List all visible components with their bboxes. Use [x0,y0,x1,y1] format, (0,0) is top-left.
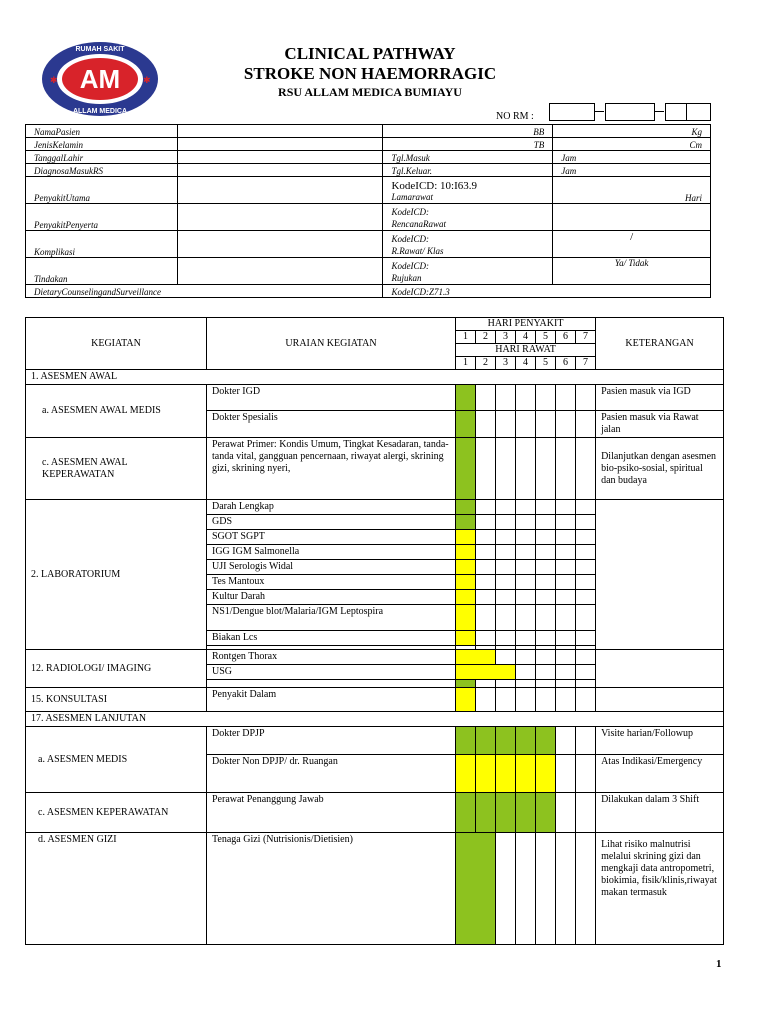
day-cell: 5 [536,331,556,344]
day-mark[interactable] [496,727,516,755]
day-mark[interactable] [576,631,596,646]
day-mark[interactable] [496,560,516,575]
ket-visite: Visite harian/Followup [596,727,724,755]
day-mark[interactable] [536,438,556,500]
day-mark[interactable] [556,688,576,712]
day-mark[interactable] [456,680,476,688]
header-uraian: URAIAN KEGIATAN [207,318,456,370]
day-mark[interactable] [556,833,576,945]
day-cell: 2 [476,331,496,344]
day-mark[interactable] [576,605,596,631]
day-mark[interactable] [496,833,516,945]
uraian-perawat-primer: Perawat Primer: Kondis Umum, Tingkat Kesadaran, tanda-tanda vital, gangguan pencernaan, riwayat alergi, skrining gizi, skrining nyeri, [207,438,456,500]
day-mark[interactable] [536,590,556,605]
day-cell: 4 [516,331,536,344]
day-mark[interactable] [496,755,516,793]
uraian-dokter-non-dpjp: Dokter Non DPJP/ dr. Ruangan [207,755,456,793]
ket-gizi: Lihat risiko malnutrisi melalui skrining gizi dan mengkaji data antropometri, biokimia, fisik/klinis,riwayat makan termasuk [596,833,724,945]
day-mark[interactable] [576,385,596,411]
rad-rontgen: Rontgen Thorax [207,650,456,665]
header-kegiatan: KEGIATAN [26,318,207,370]
day-mark[interactable] [536,605,556,631]
day-mark[interactable] [576,545,596,560]
logo-mid-text: AM [79,64,121,94]
day-mark[interactable] [476,385,496,411]
section-asesmen-lanjutan: 17. ASESMEN LANJUTAN [26,712,724,727]
no-rm-dash [594,111,604,112]
lab-item: Biakan Lcs [207,631,456,646]
label-kg: Kg [553,125,711,138]
day-mark[interactable] [576,530,596,545]
day-mark[interactable] [576,560,596,575]
day-cell: 3 [496,331,516,344]
day-mark[interactable] [516,605,536,631]
lab-item: Kultur Darah [207,590,456,605]
day-mark[interactable] [576,515,596,530]
day-mark[interactable] [516,575,536,590]
uraian-tenaga-gizi: Tenaga Gizi (Nutrisionis/Dietisien) [207,833,456,945]
day-mark[interactable] [516,515,536,530]
label-rujukan: Rujukan [391,273,422,283]
logo-bottom-text: ALLAM MEDICA [72,108,128,115]
day-mark[interactable] [516,755,536,793]
day-mark[interactable] [536,688,556,712]
day-mark[interactable] [476,605,496,631]
field-diagnosa[interactable] [177,164,383,177]
day-mark[interactable] [536,385,556,411]
day-mark[interactable] [496,530,516,545]
day-mark[interactable] [476,631,496,646]
day-mark[interactable] [576,590,596,605]
header-hari-rawat: HARI RAWAT [456,344,596,357]
day-mark[interactable] [496,411,516,438]
row-asesmen-gizi: d. ASESMEN GIZI [26,833,207,945]
day-mark[interactable] [556,560,576,575]
day-mark[interactable] [496,680,516,688]
day-mark[interactable] [556,605,576,631]
day-mark[interactable] [536,411,556,438]
day-mark[interactable] [556,793,576,833]
day-mark[interactable] [476,500,496,515]
day-mark[interactable] [516,680,536,688]
day-mark[interactable] [516,385,536,411]
field-jenis-kelamin[interactable] [177,138,383,151]
day-mark[interactable] [516,688,536,712]
day-mark[interactable] [456,545,476,560]
day-mark[interactable] [516,500,536,515]
ket-radiologi [596,650,724,688]
cell-icd-ruang [383,231,553,258]
day-mark[interactable] [536,545,556,560]
day-mark[interactable] [496,575,516,590]
day-mark[interactable] [456,575,476,590]
day-mark[interactable] [456,665,516,680]
label-hari: Hari [553,177,711,204]
day-mark[interactable] [556,680,576,688]
icd-label: KodeICD: [391,207,429,217]
day-cell: 7 [576,357,596,370]
day-mark[interactable] [476,515,496,530]
lab-item: GDS [207,515,456,530]
day-mark[interactable] [516,590,536,605]
day-mark[interactable] [536,631,556,646]
day-mark[interactable] [476,560,496,575]
header-hari-penyakit: HARI PENYAKIT [456,318,596,331]
day-mark[interactable] [556,530,576,545]
ket-indikasi: Atas Indikasi/Emergency [596,755,724,793]
day-mark[interactable] [536,727,556,755]
day-mark[interactable] [476,755,496,793]
title-diagnosis: STROKE NON HAEMORRAGIC [243,64,497,83]
day-mark[interactable] [556,385,576,411]
day-mark[interactable] [476,793,496,833]
day-mark[interactable] [576,833,596,945]
ket-bio-psiko-sosial: Dilanjutkan dengan asesmen bio-psiko-sosial, spiritual dan budaya [596,438,724,500]
ket-shift: Dilakukan dalam 3 Shift [596,793,724,833]
day-mark[interactable] [576,688,596,712]
day-mark[interactable] [476,438,496,500]
lab-item: Tes Mantoux [207,575,456,590]
day-mark[interactable] [536,755,556,793]
field-rencana-rawat[interactable] [553,204,711,231]
icd-label: KodeICD: [391,234,429,244]
uraian-dokter-igd: Dokter IGD [207,385,456,411]
field-tanggal-lahir[interactable] [177,151,383,164]
day-cell: 1 [456,357,476,370]
label-rencana-rawat: RencanaRawat [391,219,446,229]
row-asesmen-awal-keperawatan: c. ASESMEN AWAL KEPERAWATAN [26,438,207,500]
ket-konsultasi [596,688,724,712]
day-mark[interactable] [576,727,596,755]
section-radiologi: 12. RADIOLOGI/ IMAGING [26,650,207,688]
day-mark[interactable] [576,411,596,438]
day-mark[interactable] [496,515,516,530]
day-mark[interactable] [516,545,536,560]
day-mark[interactable] [496,545,516,560]
field-nama[interactable] [177,125,383,138]
day-mark[interactable] [496,438,516,500]
day-mark[interactable] [536,515,556,530]
day-mark[interactable] [556,755,576,793]
day-mark[interactable] [476,411,496,438]
label-jam-keluar: Jam [553,164,711,177]
label-tgl-masuk: Tgl.Masuk [383,151,553,164]
day-cell: 3 [496,357,516,370]
label-tindakan: Tindakan [26,258,178,285]
star-icon: ✱ [50,76,58,86]
label-cm: Cm [553,138,711,151]
title-clinical-pathway: CLINICAL PATHWAY [284,44,456,63]
rad-usg: USG [207,665,456,680]
label-lamarawat: Lamarawat [391,192,433,202]
field-tindakan[interactable] [177,258,383,285]
label-nama: NamaPasien [26,125,178,138]
ket-pasien-rawat-jalan: Pasien masuk via Rawat jalan [596,411,724,438]
day-mark[interactable] [576,438,596,500]
row-asesmen-awal-medis: a. ASESMEN AWAL MEDIS [26,385,207,438]
day-cell: 6 [556,357,576,370]
day-mark[interactable] [516,438,536,500]
day-mark[interactable] [516,665,536,680]
day-mark[interactable] [516,411,536,438]
day-mark[interactable] [476,530,496,545]
day-mark[interactable] [516,631,536,646]
day-mark[interactable] [576,500,596,515]
day-cell: 6 [556,331,576,344]
field-komplikasi[interactable] [177,231,383,258]
patient-info-table [25,124,711,298]
label-tb: TB [383,138,553,151]
section-konsultasi: 15. KONSULTASI [26,688,207,712]
day-mark[interactable] [516,560,536,575]
day-cell: 7 [576,331,596,344]
lab-item: NS1/Dengue blot/Malaria/IGM Leptospira [207,605,456,631]
no-rm-label: NO RM : [496,111,534,122]
day-mark[interactable] [536,833,556,945]
label-jenis-kelamin: JenisKelamin [26,138,178,151]
day-mark[interactable] [556,631,576,646]
lab-item: SGOT SGPT [207,530,456,545]
no-rm-box-3[interactable] [665,103,711,121]
ket-lab [596,500,724,650]
section-laboratorium: 2. LABORATORIUM [26,500,207,650]
row-asesmen-medis: a. ASESMEN MEDIS [26,727,207,793]
day-mark[interactable] [476,688,496,712]
day-mark[interactable] [536,665,556,680]
day-mark[interactable] [496,605,516,631]
logo-top-text: RUMAH SAKIT [75,46,125,53]
day-mark[interactable] [556,650,576,665]
title-hospital: RSU ALLAM MEDICA BUMIAYU [278,85,462,99]
day-mark[interactable] [456,500,476,515]
uraian-perawat-pj: Perawat Penanggung Jawab [207,793,456,833]
day-mark[interactable] [556,500,576,515]
day-mark[interactable] [476,727,496,755]
day-mark[interactable] [536,793,556,833]
label-bb: BB [383,125,553,138]
field-penyakit-utama[interactable] [177,177,383,204]
field-rujukan[interactable]: Ya/ Tidak [553,258,711,285]
day-mark[interactable] [556,411,576,438]
day-mark[interactable] [516,650,536,665]
day-mark[interactable] [476,575,496,590]
no-rm-box-2[interactable] [605,103,655,121]
no-rm-dash [654,111,664,112]
day-mark[interactable] [496,500,516,515]
ket-pasien-igd: Pasien masuk via IGD [596,385,724,411]
day-mark[interactable] [456,385,476,411]
day-mark[interactable] [476,680,496,688]
day-mark[interactable] [496,650,516,665]
day-mark[interactable] [456,650,496,665]
label-tanggal-lahir: TanggalLahir [26,151,178,164]
label-komplikasi: Komplikasi [26,231,178,258]
uraian-dokter-dpjp: Dokter DPJP [207,727,456,755]
day-mark[interactable] [496,631,516,646]
day-mark[interactable] [496,385,516,411]
day-mark[interactable] [456,411,476,438]
day-mark[interactable] [456,605,476,631]
day-mark[interactable] [536,530,556,545]
cell-icd-rujukan [383,258,553,285]
cell-icd-rencana [383,204,553,231]
label-diagnosa: DiagnosaMasukRS [26,164,178,177]
day-mark[interactable] [536,500,556,515]
lab-item: IGG IGM Salmonella [207,545,456,560]
day-mark[interactable] [456,530,476,545]
day-cell: 5 [536,357,556,370]
day-mark[interactable] [496,688,516,712]
day-mark[interactable] [556,590,576,605]
label-icd-dietary: KodeICD:Z71.3 [383,285,711,298]
day-cell: 2 [476,357,496,370]
day-mark[interactable] [456,755,476,793]
label-penyakit-utama: PenyakitUtama [26,177,178,204]
day-mark[interactable] [556,438,576,500]
lab-item: UJI Serologis Widal [207,560,456,575]
star-icon: ✱ [143,76,151,86]
day-mark[interactable] [556,575,576,590]
day-cell: 4 [516,357,536,370]
day-mark[interactable] [456,560,476,575]
day-mark[interactable] [556,515,576,530]
day-mark[interactable] [516,793,536,833]
hospital-logo [40,40,160,118]
field-penyakit-penyerta[interactable] [177,204,383,231]
label-ruang-klas: R.Rawat/ Klas [391,246,444,256]
day-mark[interactable] [456,590,476,605]
day-mark[interactable] [536,650,556,665]
day-mark[interactable] [576,575,596,590]
day-mark[interactable] [536,575,556,590]
field-ruang-klas[interactable]: / [553,231,711,258]
page-number: 1 [716,958,722,970]
kons-penyakit-dalam: Penyakit Dalam [207,688,456,712]
day-mark[interactable] [536,560,556,575]
day-mark[interactable] [556,545,576,560]
section-asesmen-awal: 1. ASESMEN AWAL [26,370,724,385]
day-mark[interactable] [516,530,536,545]
day-mark[interactable] [516,833,536,945]
header-keterangan: KETERANGAN [596,318,724,370]
row-asesmen-keperawatan: c. ASESMEN KEPERAWATAN [26,793,207,833]
icd-label: KodeICD: [391,261,429,271]
day-mark[interactable] [576,755,596,793]
label-jam-masuk: Jam [553,151,711,164]
label-dietary: DietaryCounselingandSurveillance [26,285,383,298]
icd-code-utama: KodeICD: 10:I63.9 [391,180,478,192]
label-tgl-keluar: Tgl.Keluar. [383,164,553,177]
day-mark[interactable] [496,590,516,605]
rad-spacer [207,680,456,688]
day-mark[interactable] [536,680,556,688]
label-penyakit-penyerta: PenyakitPenyerta [26,204,178,231]
day-mark[interactable] [556,665,576,680]
day-cell: 1 [456,331,476,344]
day-mark[interactable] [456,833,496,945]
cell-icd-lamarawat [383,177,553,204]
day-mark[interactable] [576,650,596,665]
day-mark[interactable] [516,727,536,755]
pathway-table [25,317,724,945]
day-mark[interactable] [576,793,596,833]
day-mark[interactable] [476,545,496,560]
uraian-dokter-spesialis: Dokter Spesialis [207,411,456,438]
day-mark[interactable] [576,665,596,680]
no-rm-box-1[interactable] [549,103,595,121]
day-mark[interactable] [456,727,476,755]
day-mark[interactable] [476,590,496,605]
day-mark[interactable] [496,793,516,833]
day-mark[interactable] [556,727,576,755]
day-mark[interactable] [456,793,476,833]
day-mark[interactable] [456,688,476,712]
day-mark[interactable] [456,438,476,500]
lab-item: Darah Lengkap [207,500,456,515]
day-mark[interactable] [576,680,596,688]
no-rm-divider [686,104,687,120]
day-mark[interactable] [456,631,476,646]
day-mark[interactable] [456,515,476,530]
